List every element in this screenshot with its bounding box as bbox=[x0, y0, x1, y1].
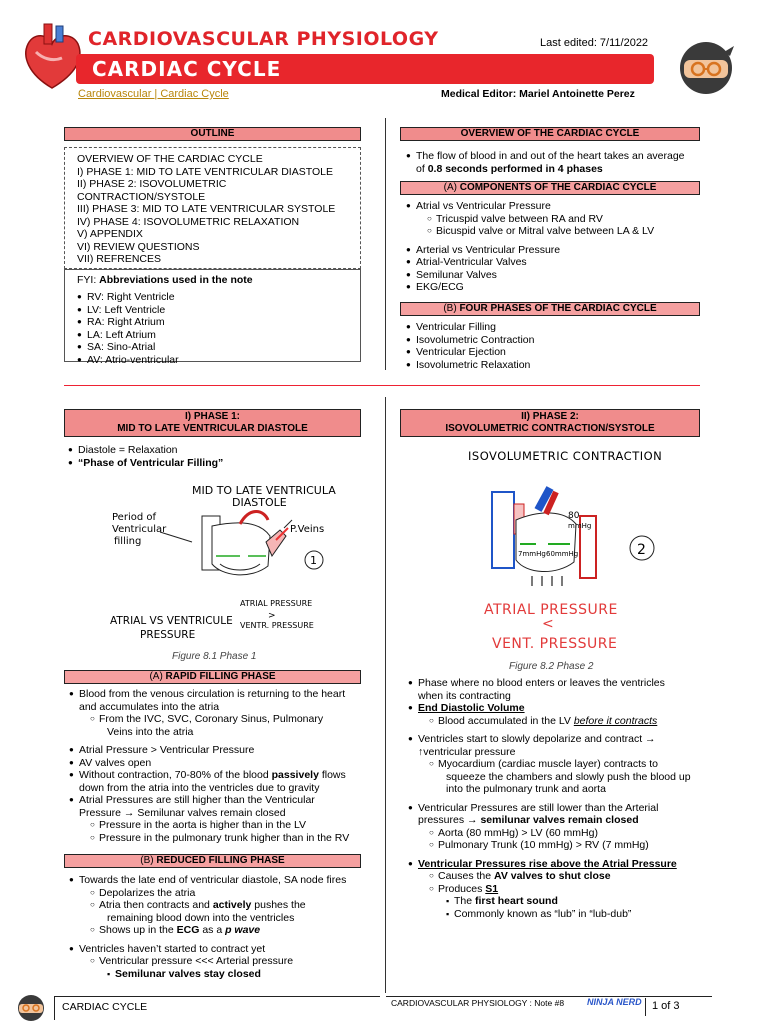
rapid-bullet: ● Blood from the venous circulation is returning to the heart and accumulates into the atria bbox=[79, 688, 349, 713]
phase2-bullet: ● Ventricular Pressures rise above the Atrial Pressure bbox=[418, 858, 691, 871]
phase1-heading: I) PHASE 1: MID TO LATE VENTRICULAR DIASTOLE bbox=[64, 409, 361, 437]
heart-logo-icon bbox=[22, 22, 84, 92]
rapid-filling-list bbox=[79, 688, 349, 844]
rapid-subbullet: ○ Pressure in the aorta is higher than in the LV bbox=[99, 819, 349, 832]
reduced-subbullet: ○ Shows up in the ECG as a p wave bbox=[99, 924, 346, 937]
phase1-bullet: ● “Phase of Ventricular Filling” bbox=[78, 457, 223, 470]
phase2-subbullet: ○ Pulmonary Trunk (10 mmHg) > RV (7 mmHg) bbox=[438, 839, 691, 852]
component-item: ● Atrial vs Ventricular Pressure bbox=[416, 200, 654, 213]
phase2-subsubbullet: ▪ Commonly known as “lub” in “lub-dub” bbox=[454, 908, 691, 921]
reduced-filling-list bbox=[79, 874, 346, 980]
figure-label: 60mmHg bbox=[546, 550, 579, 558]
phase2-bullet: ● End Diastolic Volume bbox=[418, 702, 691, 715]
column-divider bbox=[385, 397, 386, 993]
phase1-figure bbox=[100, 476, 340, 646]
components-list bbox=[416, 200, 654, 294]
abbreviation-list bbox=[87, 291, 179, 366]
outline-item[interactable]: IV) PHASE 4: ISOVOLUMETRIC RELAXATION bbox=[77, 215, 300, 228]
reduced-bullet: ● Ventricles haven’t started to contract yet bbox=[79, 943, 346, 956]
medical-editor: Medical Editor: Mariel Antoinette Perez bbox=[441, 88, 635, 100]
reduced-subsubbullet: ▪ Semilunar valves stay closed bbox=[115, 968, 346, 981]
outline-item[interactable]: V) APPENDIX bbox=[77, 228, 143, 240]
outline-item[interactable]: OVERVIEW OF THE CARDIAC CYCLE bbox=[77, 153, 263, 165]
phase-item: ● Isovolumetric Contraction bbox=[416, 334, 534, 347]
phase1-bullet: ● Diastole = Relaxation bbox=[78, 444, 223, 457]
rapid-bullet: ● Atrial Pressures are still higher than the Ventricular Pressure → Semilunar valves remain closed bbox=[79, 794, 349, 819]
footer-rule bbox=[645, 998, 646, 1016]
phase2-subbullet: ○ Myocardium (cardiac muscle layer) contracts to squeeze the chambers and slowly push the blood up into the pulmonary trunk and aorta bbox=[438, 758, 691, 796]
fyi-title: FYI: Abbreviations used in the note bbox=[77, 274, 253, 286]
figure-label: 7mmHg bbox=[518, 550, 546, 558]
reduced-subbullet: ○ Depolarizes the atria bbox=[99, 887, 346, 900]
figure-label: ATRIAL PRESSURE bbox=[484, 602, 618, 618]
phase2-heading: II) PHASE 2: ISOVOLUMETRIC CONTRACTION/SYSTOLE bbox=[400, 409, 700, 437]
phase2-list bbox=[418, 677, 691, 920]
footer-rule bbox=[54, 996, 380, 997]
ninja-mascot-icon bbox=[676, 38, 736, 98]
footer-rule bbox=[54, 996, 55, 1020]
figure-label: 1 bbox=[310, 554, 317, 567]
figure-label: VENTR. PRESSURE bbox=[240, 621, 314, 630]
component-item: ● Atrial-Ventricular Valves bbox=[416, 256, 654, 269]
phase2-subbullet: ○ Blood accumulated in the LV before it contracts bbox=[438, 715, 691, 728]
component-item: ● Semilunar Valves bbox=[416, 269, 654, 282]
abbrev-item: ● LA: Left Atrium bbox=[87, 329, 179, 342]
reduced-subbullet: ○ Atria then contracts and actively pushes the remaining blood down into the ventricles bbox=[99, 899, 346, 924]
figure-label: 2 bbox=[637, 542, 646, 558]
figure-label: Ventricular bbox=[112, 524, 167, 535]
overview-text bbox=[416, 150, 685, 175]
reduced-filling-heading: (B) REDUCED FILLING PHASE bbox=[64, 854, 361, 868]
abbrev-item: ● RA: Right Atrium bbox=[87, 316, 179, 329]
footer-rule bbox=[386, 996, 712, 997]
outline-item[interactable]: CONTRACTION/SYSTOLE bbox=[77, 190, 206, 203]
last-edited: Last edited: 7/11/2022 bbox=[540, 37, 649, 49]
rapid-bullet: ● Without contraction, 70-80% of the blood passively flows down from the atria into the ventricles due to gravity bbox=[79, 769, 349, 794]
phases-heading: (B) FOUR PHASES OF THE CARDIAC CYCLE bbox=[400, 302, 700, 316]
ninja-footer-icon bbox=[14, 992, 48, 1022]
phase1-intro bbox=[78, 444, 223, 469]
phase2-subbullet: ○ Produces S1 bbox=[438, 883, 691, 896]
component-item: ● EKG/ECG bbox=[416, 281, 654, 294]
figure-label: ATRIAL PRESSURE bbox=[240, 599, 313, 608]
phase-item: ● Isovolumetric Relaxation bbox=[416, 359, 534, 372]
rapid-subbullet: ○ Pressure in the pulmonary trunk higher than in the RV bbox=[99, 832, 349, 845]
figure-label: mmHg bbox=[568, 522, 592, 530]
footer-chapter: CARDIAC CYCLE bbox=[62, 1001, 148, 1013]
footer-note: CARDIOVASCULAR PHYSIOLOGY : Note #8 bbox=[391, 998, 565, 1008]
figure-caption: Figure 8.2 Phase 2 bbox=[509, 661, 594, 672]
abbrev-item: ● AV: Atrio-ventricular bbox=[87, 354, 179, 367]
outline-item[interactable]: I) PHASE 1: MID TO LATE VENTRICULAR DIASTOLE bbox=[77, 165, 333, 178]
figure-label: < bbox=[542, 616, 554, 632]
component-item: ● Arterial vs Ventricular Pressure bbox=[416, 244, 654, 257]
figure-label: DIASTOLE bbox=[232, 496, 287, 509]
column-divider bbox=[385, 118, 386, 370]
overview-line: ● The flow of blood in and out of the heart takes an average of 0.8 seconds performed in 4 phases bbox=[416, 150, 685, 175]
figure-label: VENT. PRESSURE bbox=[492, 636, 618, 652]
component-subitem: ○ Tricuspid valve between RA and RV bbox=[436, 213, 654, 226]
phase2-figure bbox=[460, 444, 670, 656]
abbrev-item: ● RV: Right Ventricle bbox=[87, 291, 179, 304]
figure-label: ISOVOLUMETRIC CONTRACTION bbox=[468, 449, 663, 463]
figure-label: filling bbox=[114, 536, 142, 547]
reduced-subbullet: ○ Ventricular pressure <<< Arterial pressure bbox=[99, 955, 346, 968]
outline-list bbox=[77, 153, 335, 266]
document-title: CARDIOVASCULAR PHYSIOLOGY bbox=[88, 28, 439, 50]
phase2-subbullet: ○ Causes the AV valves to shut close bbox=[438, 870, 691, 883]
rapid-bullet: ● AV valves open bbox=[79, 757, 349, 770]
page-number: 1 of 3 bbox=[652, 1000, 680, 1012]
rapid-filling-heading: (A) RAPID FILLING PHASE bbox=[64, 670, 361, 684]
breadcrumb-link[interactable]: Cardiovascular | Cardiac Cycle bbox=[78, 88, 229, 100]
component-subitem: ○ Bicuspid valve or Mitral valve between LA & LV bbox=[436, 225, 654, 238]
figure-label: ATRIAL VS VENTRICULE bbox=[110, 615, 233, 627]
overview-heading: OVERVIEW OF THE CARDIAC CYCLE bbox=[400, 127, 700, 141]
outline-item[interactable]: VI) REVIEW QUESTIONS bbox=[77, 240, 200, 253]
footer-brand-logo: NINJA NERD bbox=[587, 997, 642, 1007]
outline-heading: OUTLINE bbox=[64, 127, 361, 141]
document-subtitle: CARDIAC CYCLE bbox=[92, 57, 282, 81]
outline-item[interactable]: VII) REFRENCES bbox=[77, 253, 162, 265]
figure-label: Period of bbox=[112, 512, 156, 523]
phase2-bullet: ● Ventricular Pressures are still lower than the Arterial pressures → semilunar valves remain closed bbox=[418, 802, 691, 827]
figure-label: PRESSURE bbox=[140, 629, 196, 641]
rapid-subbullet: ○ From the IVC, SVC, Coronary Sinus, Pulmonary Veins into the atria bbox=[99, 713, 349, 738]
phase2-bullet: ● Phase where no blood enters or leaves the ventricles when its contracting bbox=[418, 677, 691, 702]
phase-item: ● Ventricular Ejection bbox=[416, 346, 534, 359]
figure-caption: Figure 8.1 Phase 1 bbox=[172, 651, 257, 662]
phase2-subsubbullet: ▪ The first heart sound bbox=[454, 895, 691, 908]
outline-item[interactable]: II) PHASE 2: ISOVOLUMETRIC bbox=[77, 178, 227, 190]
rapid-bullet: ● Atrial Pressure > Ventricular Pressure bbox=[79, 744, 349, 757]
abbrev-item: ● LV: Left Ventricle bbox=[87, 304, 179, 317]
phases-list bbox=[416, 321, 534, 371]
reduced-bullet: ● Towards the late end of ventricular diastole, SA node fires bbox=[79, 874, 346, 887]
figure-label: MID TO LATE VENTRICULA bbox=[192, 484, 336, 497]
phase2-subbullet: ○ Aorta (80 mmHg) > LV (60 mmHg) bbox=[438, 827, 691, 840]
figure-label: > bbox=[268, 611, 276, 621]
outline-item[interactable]: III) PHASE 3: MID TO LATE VENTRICULAR SYSTOLE bbox=[77, 203, 336, 215]
figure-label: P.Veins bbox=[290, 524, 325, 535]
section-divider bbox=[64, 385, 700, 386]
abbrev-item: ● SA: Sino-Atrial bbox=[87, 341, 179, 354]
phase2-bullet: ● Ventricles start to slowly depolarize and contract → ↑ventricular pressure bbox=[418, 733, 691, 758]
phase-item: ● Ventricular Filling bbox=[416, 321, 534, 334]
components-heading: (A) COMPONENTS OF THE CARDIAC CYCLE bbox=[400, 181, 700, 195]
figure-label: 80 bbox=[568, 511, 580, 521]
